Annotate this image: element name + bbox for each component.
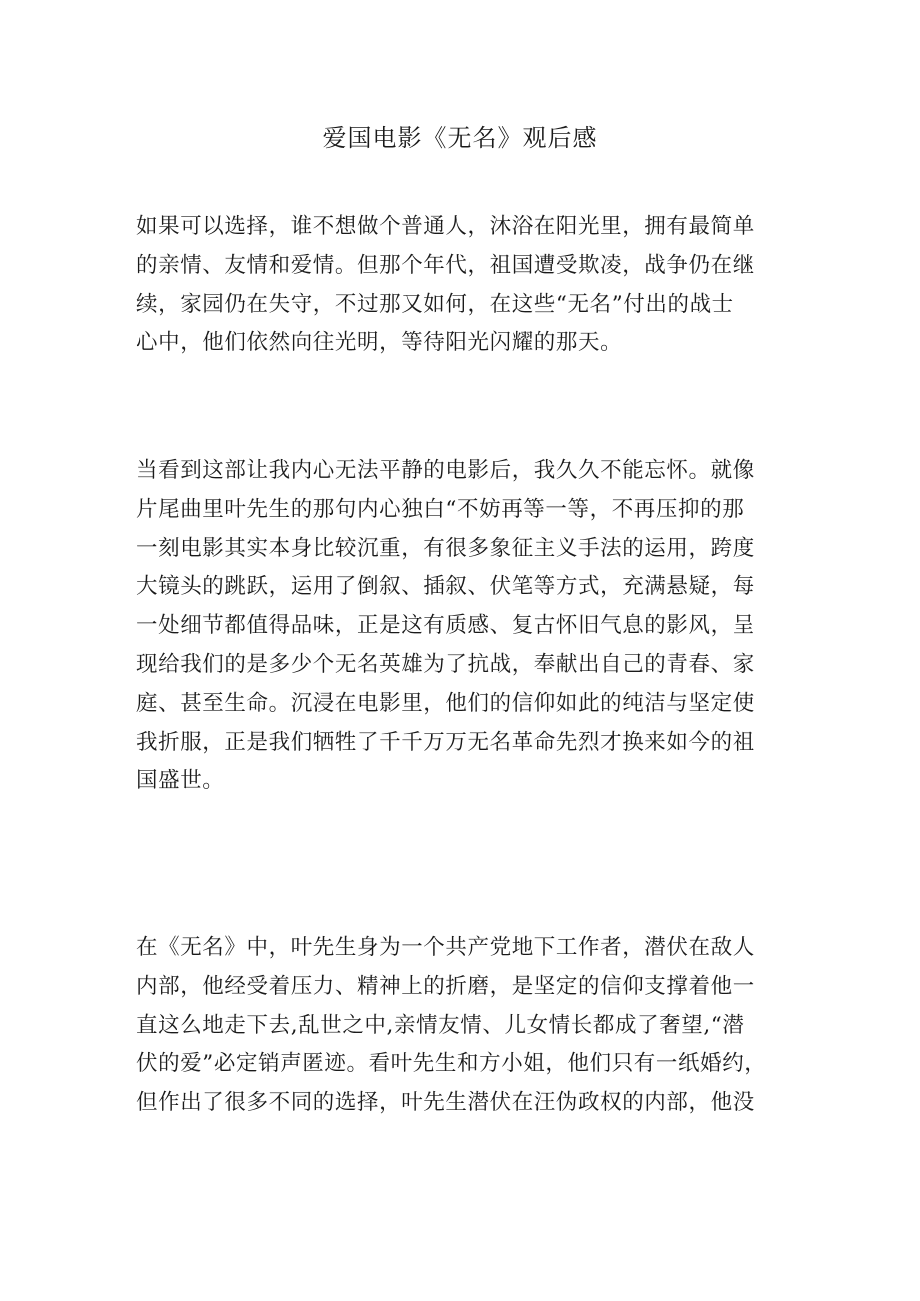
paragraph-line: 一刻电影其实本身比较沉重，有很多象征主义手法的运用，跨度 <box>136 535 755 561</box>
paragraph-line: 续，家园仍在失守，不过那又如何，在这些“无名”付出的战士 <box>136 291 734 317</box>
paragraph-1 <box>136 208 792 363</box>
paragraph-line: 直这么地走下去,乱世之中,亲情友情、儿女情长都成了奢望,“潜 <box>136 1012 745 1038</box>
paragraph-line: 大镜头的跳跃，运用了倒叙、插叙、伏笔等方式，充满悬疑，每 <box>136 574 755 600</box>
paragraph-line: 片尾曲里叶先生的那句内心独白“不妨再等一等，不再压抑的那 <box>136 496 745 522</box>
document-title: 爱国电影《无名》观后感 <box>322 124 598 152</box>
paragraph-line: 伏的爱”必定销声匿迹。看叶先生和方小姐，他们只有一纸婚约， <box>136 1051 767 1077</box>
paragraph-line: 内部，他经受着压力、精神上的折磨，是坚定的信仰支撑着他一 <box>136 973 755 999</box>
paragraph-2 <box>136 452 792 801</box>
paragraph-line: 一处细节都值得品味，正是这有质感、复古怀旧气息的影风，呈 <box>136 613 755 639</box>
paragraph-line: 庭、甚至生命。沉浸在电影里，他们的信仰如此的纯洁与坚定使 <box>136 690 755 716</box>
paragraph-line: 心中，他们依然向往光明，等待阳光闪耀的那天。 <box>136 330 623 356</box>
paragraph-line: 的亲情、友情和爱情。但那个年代，祖国遭受欺凌，战争仍在继 <box>136 252 755 278</box>
paragraph-line: 国盛世。 <box>136 768 225 794</box>
paragraph-line: 如果可以选择，谁不想做个普通人，沐浴在阳光里，拥有最简单 <box>136 214 755 239</box>
paragraph-line: 当看到这部让我内心无法平静的电影后，我久久不能忘怀。就像 <box>136 458 755 483</box>
paragraph-line: 我折服，正是我们牺牲了千千万万无名革命先烈才换来如今的祖 <box>136 729 755 755</box>
paragraph-3 <box>136 929 792 1123</box>
paragraph-line: 在《无名》中，叶先生身为一个共产党地下工作者，潜伏在敌人 <box>136 935 755 960</box>
paragraph-line: 现给我们的是多少个无名英雄为了抗战，奉献出自己的青春、家 <box>136 651 755 677</box>
paragraph-line: 但作出了很多不同的选择，叶先生潜伏在汪伪政权的内部，他没 <box>136 1090 755 1116</box>
